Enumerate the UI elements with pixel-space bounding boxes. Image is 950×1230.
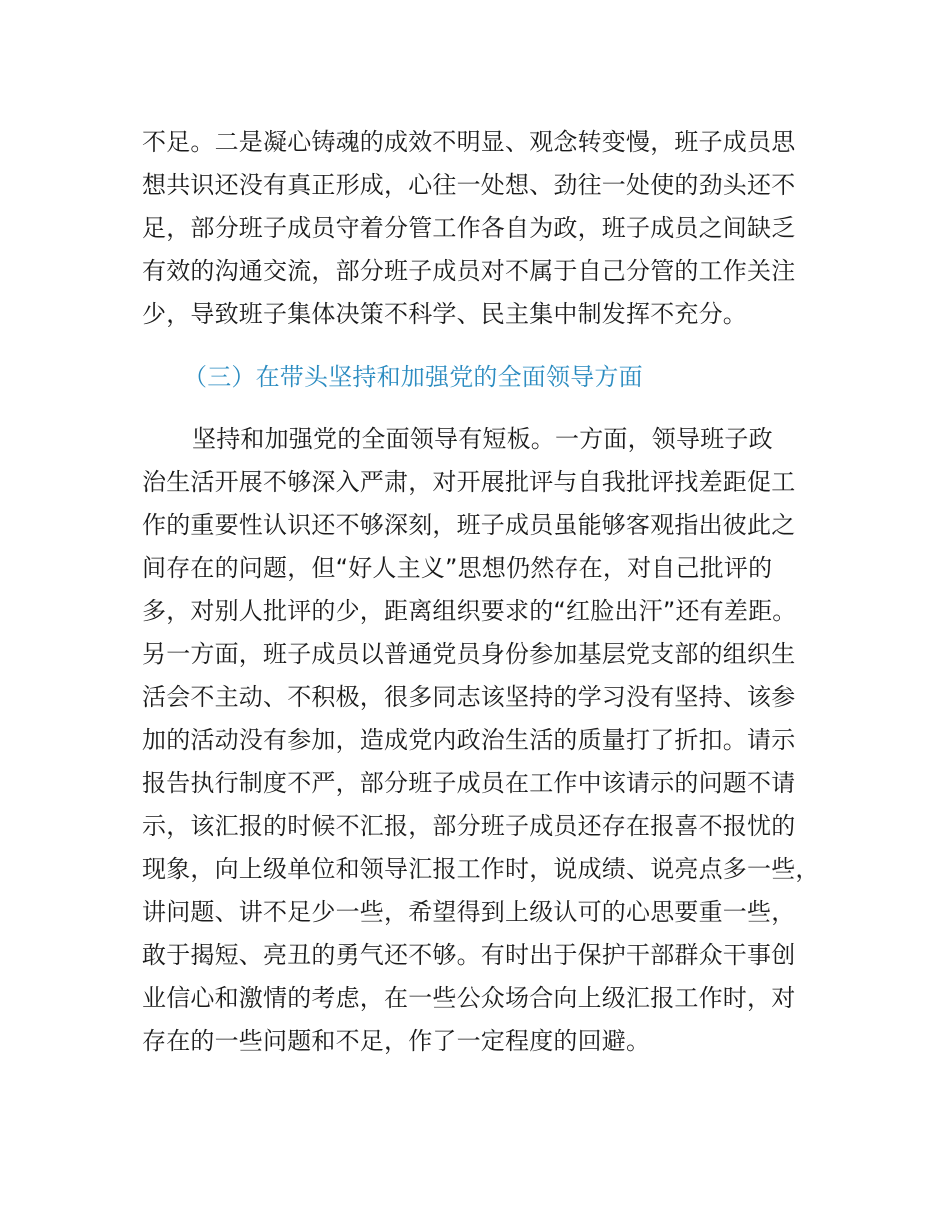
paragraph-2-line: 现象，向上级单位和领导汇报工作时，说成绩、说亮点多一些， <box>142 855 820 883</box>
paragraph-2-line: 活会不主动、不积极，很多同志该坚持的学习没有坚持、该参 <box>142 683 796 711</box>
paragraph-1-line: 想共识还没有真正形成，心往一处想、劲往一处使的劲头还不 <box>142 171 796 199</box>
paragraph-1-line: 不足。二是凝心铸魂的成效不明显、观念转变慢，班子成员思 <box>142 128 796 156</box>
paragraph-2-line: 存在的一些问题和不足，作了一定程度的回避。 <box>142 1027 651 1055</box>
paragraph-2-line: 治生活开展不够深入严肃，对开展批评与自我批评找差距促工 <box>142 468 796 496</box>
paragraph-2-line: 加的活动没有参加，造成党内政治生活的质量打了折扣。请示 <box>142 726 796 754</box>
paragraph-2-line: 另一方面，班子成员以普通党员身份参加基层党支部的组织生 <box>142 640 796 668</box>
paragraph-2-line: 示，该汇报的时候不汇报，部分班子成员还存在报喜不报忧的 <box>142 812 796 840</box>
paragraph-1-line: 足，部分班子成员守着分管工作各自为政，班子成员之间缺乏 <box>142 214 796 242</box>
paragraph-2-line: 讲问题、讲不足少一些，希望得到上级认可的心思要重一些， <box>142 898 796 926</box>
paragraph-2-line: 敢于揭短、亮丑的勇气还不够。有时出于保护干部群众干事创 <box>142 941 796 969</box>
paragraph-1-line: 少，导致班子集体决策不科学、民主集中制发挥不充分。 <box>142 300 747 328</box>
paragraph-2-line: 业信心和激情的考虑，在一些公众场合向上级汇报工作时，对 <box>142 984 796 1012</box>
paragraph-1-line: 有效的沟通交流，部分班子成员对不属于自己分管的工作关注 <box>142 257 796 285</box>
paragraph-2-line: 间存在的问题，但“好人主义”思想仍然存在，对自己批评的 <box>142 554 773 582</box>
paragraph-2-line: 报告执行制度不严，部分班子成员在工作中该请示的问题不请 <box>142 769 796 797</box>
section-heading: （三）在带头坚持和加强党的全面领导方面 <box>183 363 643 391</box>
paragraph-2-line: 作的重要性认识还不够深刻，班子成员虽能够客观指出彼此之 <box>142 511 796 539</box>
paragraph-2-line: 多，对别人批评的少，距离组织要求的“红脸出汗”还有差距。 <box>142 597 797 625</box>
paragraph-2-line: 坚持和加强党的全面领导有短板。一方面，领导班子政 <box>192 425 773 453</box>
